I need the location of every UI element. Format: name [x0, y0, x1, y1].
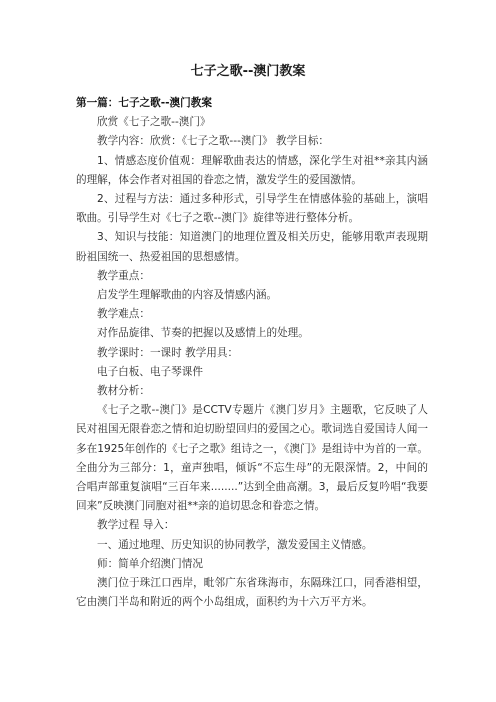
paragraph-material-analysis: 《七子之歌--澳门》是CCTV专题片《澳门岁月》主题歌，它反映了人民对祖国无限眷恋之情和迫切盼望回归的爱国之心。歌词选自爱国诗人闻一多在1925年创作的《七子之歌》组诗之一，《澳门》是组诗中为首的一章。全曲分为三部分：1，童声独唱，倾诉“不忘生母”的无限深情。2，中间的合唱声部重复演唱“三百年来........”达到全曲高潮。3，最后反复吟唱“我要回来”反映澳门同胞对祖**亲的追切思念和眷恋之情。 [76, 404, 428, 513]
document-title: 七子之歌--澳门教案 [190, 64, 306, 79]
paragraph-process-intro: 教学过程 导入： [97, 519, 175, 532]
paragraph-macau-geography: 澳门位于珠江口西岸，毗邻广东省珠海市，东隔珠江口，同香港相望，它由澳门半岛和附近的两个小岛组成，面积约为十六万平方米。 [76, 577, 428, 609]
paragraph-difficulty: 对作品旋律、节奏的把握以及感情上的处理。 [97, 327, 309, 340]
paragraph-appreciation: 欣赏《七子之歌--澳门》 [97, 116, 211, 129]
paragraph-material-analysis-label: 教材分析： [97, 385, 150, 398]
paragraph-key-point-label: 教学重点： [97, 269, 150, 282]
paragraph-goal-knowledge: 3、知识与技能：知道澳门的地理位置及相关历史，能够用歌声表现期盼祖国统一、热爱祖国的思想感情。 [76, 231, 428, 263]
paragraph-key-point: 启发学生理解歌曲的内容及情感内涵。 [97, 289, 278, 302]
section-heading: 第一篇：七子之歌--澳门教案 [76, 97, 212, 109]
paragraph-teaching-content: 教学内容：欣赏：《七子之歌---澳门》 教学目标： [97, 135, 330, 148]
paragraph-step-one: 一、通过地理、历史知识的协同教学，激发爱国主义情感。 [97, 538, 373, 551]
paragraph-goal-emotion: 1、情感态度价值观：理解歌曲表达的情感，深化学生对祖**亲其内涵的理解，体会作者对祖国的眷恋之情，激发学生的爱国激情。 [76, 154, 428, 186]
paragraph-class-hours: 教学课时：一课时 教学用具： [97, 346, 239, 359]
paragraph-difficulty-label: 教学难点： [97, 308, 150, 321]
paragraph-teaching-tools: 电子白板、电子琴课件 [97, 365, 203, 378]
paragraph-teacher-intro: 师：简单介绍澳门情况 [97, 557, 203, 570]
document-body [76, 94, 428, 612]
paragraph-goal-process: 2、过程与方法：通过多种形式，引导学生在情感体验的基础上，演唱歌曲。引导学生对《七子之歌--澳门》旋律等进行整体分析。 [76, 193, 428, 225]
